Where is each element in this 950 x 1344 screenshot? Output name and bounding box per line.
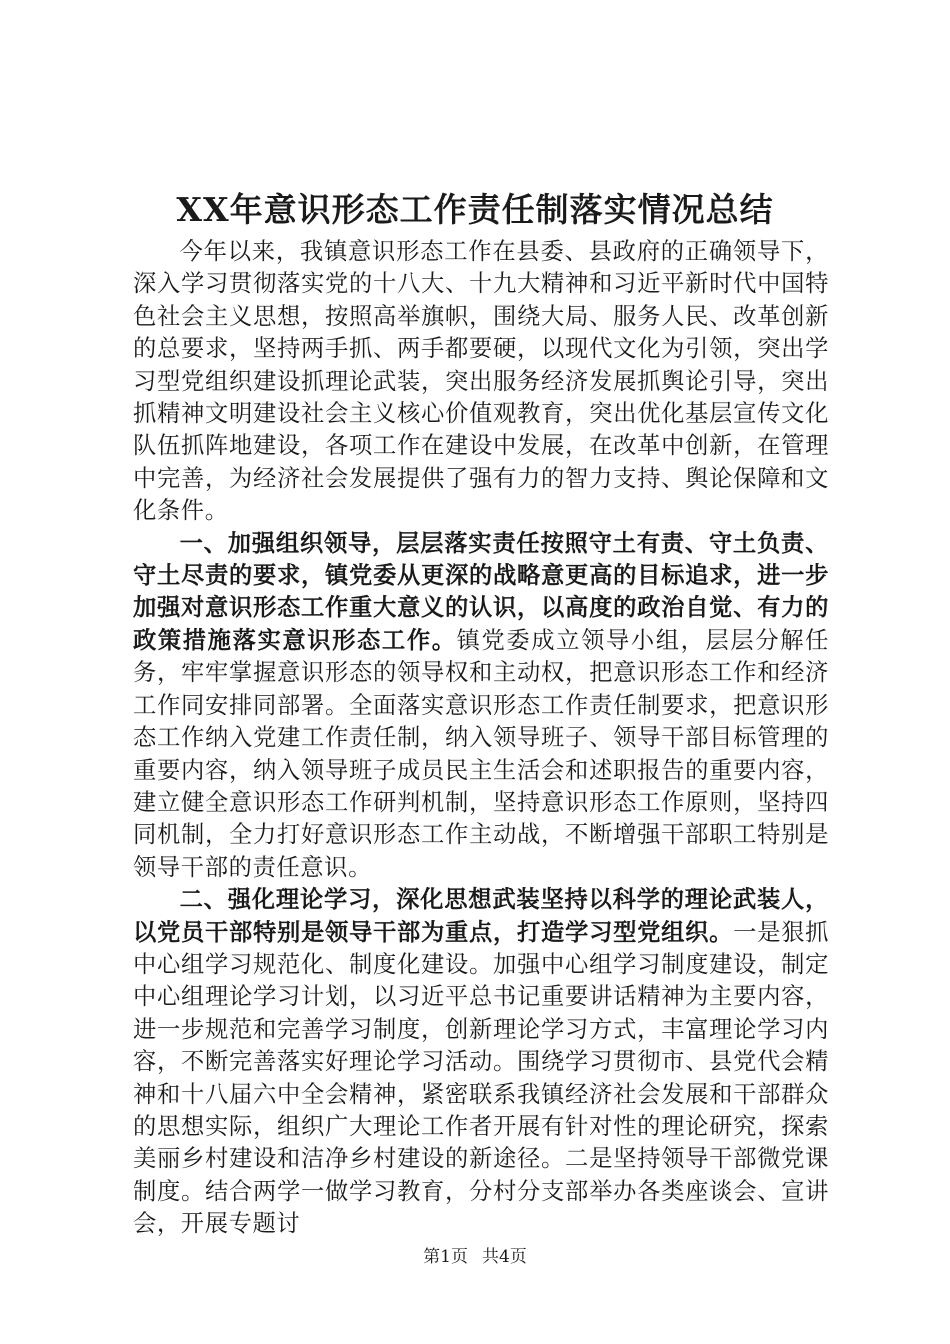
- section-1-text: 镇党委成立领导小组，层层分解任务，牢牢掌握意识形态的领导权和主动权，把意识形态工作和经济工作同安排同部署。全面落实意识形态工作责任制要求，把意识形态工作纳入党建工作责任制，纳入领导班子、领导干部目标管理的重要内容，纳入领导班子成员民主生活会和述职报告的重要内容，建立健全意识形态工作研判机制，坚持意识形态工作原则，坚持四同机制，全力打好意识形态工作主动战，不断增强干部职工特别是领导干部的责任意识。: [133, 626, 829, 881]
- section-2-heading: 二、强化理论学习，深化思想武装坚持以科学的理论武装人，以党员干部特别是领导干部为重点，打造学习型党组织。: [133, 886, 829, 946]
- section-2-text: 一是狠抓中心组学习规范化、制度化建设。加强中心组学习制度建设，制定中心组理论学习计划，以习近平总书记重要讲话精神为主要内容，进一步规范和完善学习制度，创新理论学习方式，丰富理论学习内容，不断完善落实好理论学习活动。围绕学习贯彻市、县党代会精神和十八届六中全会精神，紧密联系我镇经济社会发展和干部群众的思想实际，组织广大理论工作者开展有针对性的理论研究，探索美丽乡村建设和洁净乡村建设的新途径。二是坚持领导干部微党课制度。结合两学一做学习教育，分村分支部举办各类座谈会、宣讲会，开展专题讨: [133, 918, 830, 1238]
- page-total: 共4页: [482, 1247, 527, 1267]
- paragraph-intro: [133, 236, 829, 528]
- document-body: [133, 236, 829, 1241]
- page-number: 第1页: [423, 1247, 468, 1267]
- paragraph-intro-text: 今年以来，我镇意识形态工作在县委、县政府的正确领导下，深入学习贯彻落实党的十八大、十九大精神和习近平新时代中国特色社会主义思想，按照高举旗帜，围绕大局、服务人民、改革创新的总要求，坚持两手抓、两手都要硬，以现代文化为引领，突出学习型党组织建设抓理论武装，突出服务经济发展抓舆论引导，突出抓精神文明建设社会主义核心价值观教育，突出优化基层宣传文化队伍抓阵地建设，各项工作在建设中发展，在改革中创新，在管理中完善，为经济社会发展提供了强有力的智力支持、舆论保障和文化条件。: [133, 238, 829, 525]
- paragraph-section-1: [133, 528, 829, 884]
- page-footer: [0, 1245, 950, 1269]
- paragraph-section-2: [133, 884, 829, 1240]
- section-1-heading: 一、加强组织领导，层层落实责任按照守土有责、守土负责、守土尽责的要求，镇党委从更深的战略意更高的目标追求，进一步加强对意识形态工作重大意义的认识，以高度的政治自觉、有力的政策措施落实意识形态工作。: [133, 529, 829, 654]
- document-title: XX年意识形态工作责任制落实情况总结: [176, 190, 774, 229]
